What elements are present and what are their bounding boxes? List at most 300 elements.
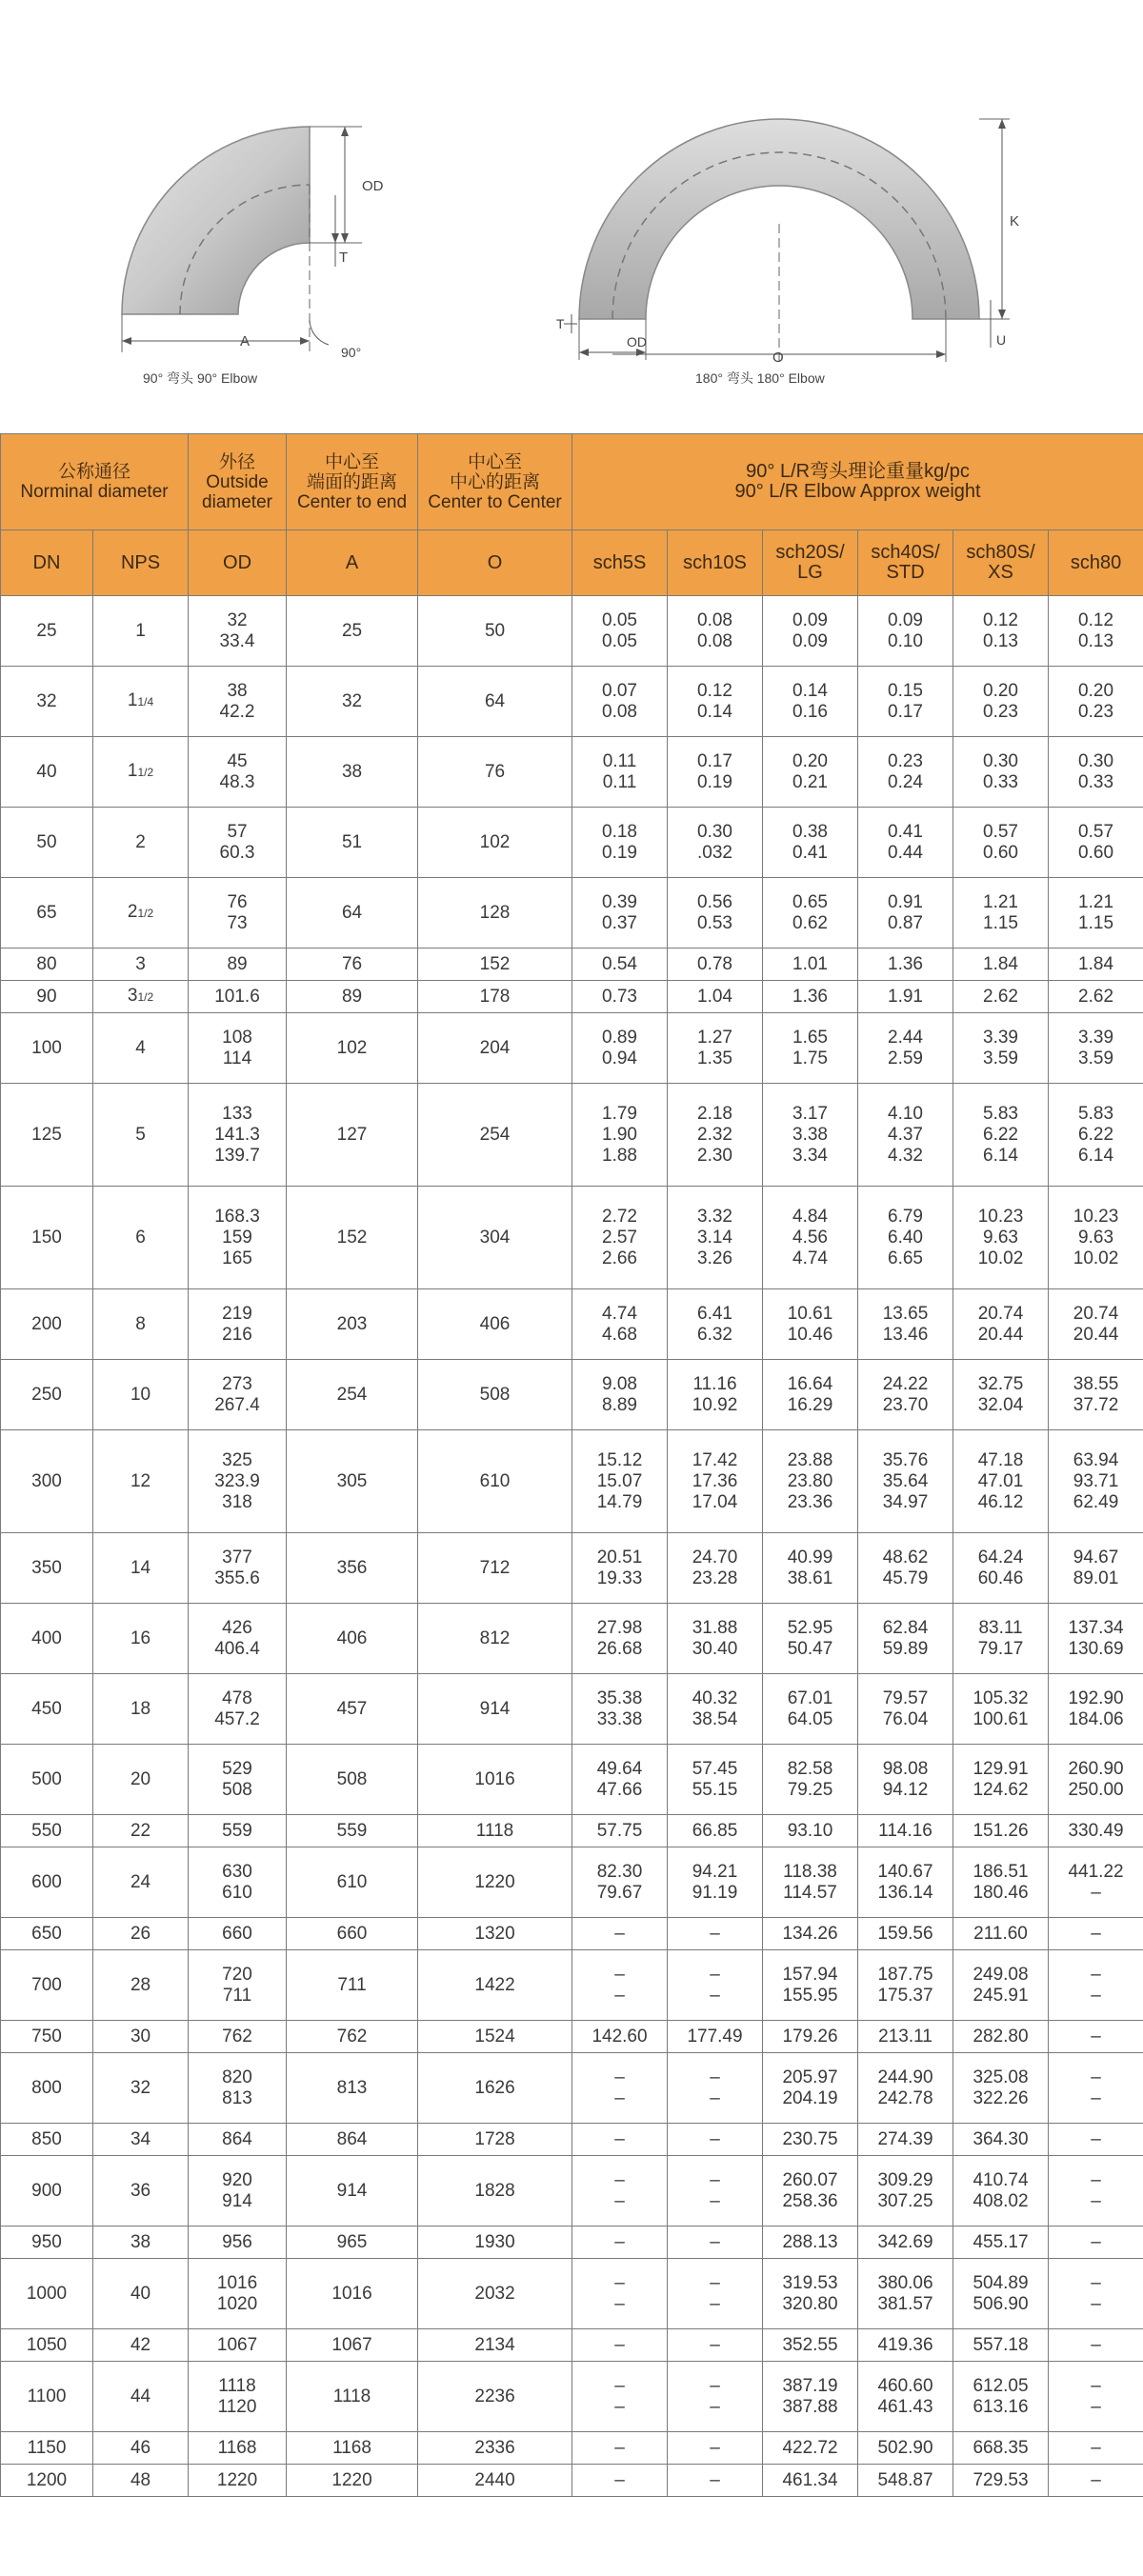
table-row [1,1950,1143,2021]
cell-od: 920 914 [189,2156,287,2227]
cell-s40: 159.56 [858,1918,953,1950]
cell-s10: – [668,2124,763,2156]
column-header-4: O [418,530,572,596]
column-header-8: sch40S/ STD [858,530,953,596]
cell-s5: – [572,1918,668,1950]
label-t: T [339,250,349,266]
nps-whole: 3 [127,986,138,1006]
cell-s40: 274.39 [858,2124,953,2156]
cell-s5: – [572,2432,668,2465]
cell-dn: 1000 [1,2259,93,2329]
cell-s80s: 364.30 [953,2124,1049,2156]
table-row [1,1604,1143,1674]
cell-s5: 0.54 [572,949,668,981]
nps-fraction: 1/2 [137,766,154,779]
cell-s40: 0.09 0.10 [858,596,953,667]
cell-s80s: 557.18 [953,2329,1049,2362]
cell-s10: 31.88 30.40 [668,1604,763,1674]
cell-od: 133 141.3 139.7 [189,1084,287,1187]
table-row [1,878,1143,949]
cell-s20: 260.07 258.36 [763,2156,858,2227]
label-angle: 90° [341,345,362,360]
cell-s40: 98.08 94.12 [858,1745,953,1815]
cell-od: 38 42.2 [189,667,287,737]
cell-nps: 18 [93,1674,189,1745]
cell-s5: 35.38 33.38 [572,1674,668,1745]
cell-dn: 350 [1,1533,93,1604]
cell-s5: 142.60 [572,2021,668,2053]
cell-s80: – [1049,1918,1143,1950]
cell-od: 325 323.9 318 [189,1430,287,1533]
cell-dn: 1100 [1,2362,93,2432]
cell-od: 820 813 [189,2053,287,2124]
header-o [418,434,572,530]
cell-s20: 1.65 1.75 [763,1013,858,1084]
cell-od: 101.6 [189,981,287,1013]
cell-nps: 16 [93,1604,189,1674]
cell-s10: 0.12 0.14 [668,667,763,737]
label-od: OD [362,178,384,194]
cell-s80: 441.22 – [1049,1847,1143,1918]
cell-s40: 79.57 76.04 [858,1674,953,1745]
cell-dn: 900 [1,2156,93,2227]
table-row [1,949,1143,981]
cell-o: 712 [418,1533,572,1604]
table-row [1,2329,1143,2362]
table-row [1,2259,1143,2329]
cell-s80s: 2.62 [953,981,1049,1013]
cell-a: 864 [287,2124,418,2156]
cell-nps: 1 [93,596,189,667]
table-row [1,596,1143,667]
cell-dn: 65 [1,878,93,949]
cell-a: 660 [287,1918,418,1950]
cell-dn: 80 [1,949,93,981]
cell-s20: 134.26 [763,1918,858,1950]
cell-o: 2440 [418,2465,572,2497]
cell-s40: 48.62 45.79 [858,1533,953,1604]
cell-s5: 4.74 4.68 [572,1289,668,1360]
cell-s40: 24.22 23.70 [858,1360,953,1430]
cell-s10: – [668,2465,763,2497]
cell-od: 720 711 [189,1950,287,2021]
cell-nps: 28 [93,1950,189,2021]
column-header-0: DN [1,530,93,596]
cell-o: 610 [418,1430,572,1533]
cell-o: 2032 [418,2259,572,2329]
header-a [287,434,418,530]
cell-s40: 6.79 6.40 6.65 [858,1187,953,1289]
cell-s20: 205.97 204.19 [763,2053,858,2124]
cell-s5: – [572,2465,668,2497]
label-k: K [1010,213,1020,230]
cell-od: 57 60.3 [189,808,287,878]
cell-dn: 125 [1,1084,93,1187]
cell-s80s: 186.51 180.46 [953,1847,1049,1918]
cell-a: 711 [287,1950,418,2021]
cell-od: 559 [189,1815,287,1847]
cell-s10: 1.27 1.35 [668,1013,763,1084]
cell-s5: – – [572,2053,668,2124]
cell-s40: 114.16 [858,1815,953,1847]
header-nominal [1,434,189,530]
cell-s10: 6.41 6.32 [668,1289,763,1360]
cell-s40: 0.91 0.87 [858,878,953,949]
cell-s80: – – [1049,2053,1143,2124]
table-row [1,2465,1143,2497]
cell-nps: 36 [93,2156,189,2227]
cell-s80: – [1049,2432,1143,2465]
cell-s80s: 20.74 20.44 [953,1289,1049,1360]
cell-s80s: 0.20 0.23 [953,667,1049,737]
cell-o: 204 [418,1013,572,1084]
cell-s5: – – [572,2259,668,2329]
elbow-diagrams [0,0,1143,419]
cell-s40: 2.44 2.59 [858,1013,953,1084]
header-od-en2: diameter [202,491,272,512]
label-u: U [996,332,1007,348]
label-t-180: T [556,316,565,331]
cell-s20: 288.13 [763,2227,858,2259]
cell-a: 203 [287,1289,418,1360]
cell-od: 1118 1120 [189,2362,287,2432]
cell-o: 64 [418,667,572,737]
column-header-5: sch5S [572,530,668,596]
cell-s5: 1.79 1.90 1.88 [572,1084,668,1187]
header-weight [572,434,1143,530]
cell-s40: 548.87 [858,2465,953,2497]
cell-s80s: 0.57 0.60 [953,808,1049,878]
cell-s80: 1.21 1.15 [1049,878,1143,949]
table-row [1,2156,1143,2227]
cell-s10: – – [668,2156,763,2227]
cell-dn: 950 [1,2227,93,2259]
cell-o: 508 [418,1360,572,1430]
elbow-90-drawing [122,127,362,352]
cell-a: 25 [287,596,418,667]
cell-s5: 0.39 0.37 [572,878,668,949]
cell-dn: 500 [1,1745,93,1815]
column-header-3: A [287,530,418,596]
cell-dn: 450 [1,1674,93,1745]
cell-a: 1220 [287,2465,418,2497]
cell-nps: 14 [93,1533,189,1604]
cell-a: 102 [287,1013,418,1084]
cell-s80s: 249.08 245.91 [953,1950,1049,2021]
cell-dn: 300 [1,1430,93,1533]
cell-nps: 42 [93,2329,189,2362]
cell-s40: 1.36 [858,949,953,981]
cell-s80: 2.62 [1049,981,1143,1013]
cell-dn: 700 [1,1950,93,2021]
cell-s80s: 1.84 [953,949,1049,981]
cell-s40: 35.76 35.64 34.97 [858,1430,953,1533]
cell-o: 1220 [418,1847,572,1918]
nps-fraction: 1/2 [137,907,154,920]
cell-s80s: 1.21 1.15 [953,878,1049,949]
cell-s80: – – [1049,2259,1143,2329]
cell-a: 51 [287,808,418,878]
column-header-row [1,530,1143,596]
cell-s20: 82.58 79.25 [763,1745,858,1815]
table-row [1,981,1143,1013]
cell-od: 32 33.4 [189,596,287,667]
cell-s80: 20.74 20.44 [1049,1289,1143,1360]
elbow-spec-table [0,433,1143,2497]
cell-s20: 10.61 10.46 [763,1289,858,1360]
cell-s80: 1.84 [1049,949,1143,981]
cell-s80: 0.57 0.60 [1049,808,1143,878]
cell-s20: 0.20 0.21 [763,737,858,808]
cell-s10: 11.16 10.92 [668,1360,763,1430]
cell-s5: – [572,2227,668,2259]
cell-nps: 10 [93,1360,189,1430]
nps-fraction: 1/4 [137,695,154,709]
cell-dn: 400 [1,1604,93,1674]
cell-s20: 319.53 320.80 [763,2259,858,2329]
cell-nps: 3 [93,949,189,981]
cell-nps: 24 [93,1847,189,1918]
cell-s40: 309.29 307.25 [858,2156,953,2227]
cell-s80s: 64.24 60.46 [953,1533,1049,1604]
cell-a: 813 [287,2053,418,2124]
cell-nps: 32 [93,2053,189,2124]
cell-s80: 94.67 89.01 [1049,1533,1143,1604]
elbow-180-drawing [564,119,1010,367]
cell-s80: 10.23 9.63 10.02 [1049,1187,1143,1289]
cell-o: 102 [418,808,572,878]
cell-o: 1626 [418,2053,572,2124]
cell-s80s: 455.17 [953,2227,1049,2259]
cell-nps [93,737,189,808]
cell-o: 254 [418,1084,572,1187]
header-nominal-en: Norminal diameter [20,482,169,502]
cell-o: 178 [418,981,572,1013]
cell-od: 76 73 [189,878,287,949]
cell-dn: 250 [1,1360,93,1430]
cell-s5: 20.51 19.33 [572,1533,668,1604]
cell-nps: 2 [93,808,189,878]
cell-s80s: 3.39 3.59 [953,1013,1049,1084]
table-row [1,1360,1143,1430]
cell-s5: 9.08 8.89 [572,1360,668,1430]
cell-od: 864 [189,2124,287,2156]
cell-nps: 26 [93,1918,189,1950]
cell-o: 76 [418,737,572,808]
cell-nps: 44 [93,2362,189,2432]
table-row [1,1533,1143,1604]
header-a-cn: 中心至 端面的距离 [307,451,398,492]
cell-s80: 0.12 0.13 [1049,596,1143,667]
cell-s5: 27.98 26.68 [572,1604,668,1674]
cell-o: 1320 [418,1918,572,1950]
cell-s80s: 325.08 322.26 [953,2053,1049,2124]
cell-s80: 0.20 0.23 [1049,667,1143,737]
cell-nps: 4 [93,1013,189,1084]
cell-o: 1524 [418,2021,572,2053]
cell-s10: 0.78 [668,949,763,981]
table-row [1,1674,1143,1745]
cell-a: 89 [287,981,418,1013]
table-row [1,1289,1143,1360]
cell-s80: – – [1049,1950,1143,2021]
cell-s80s: 211.60 [953,1918,1049,1950]
cell-s20: 1.01 [763,949,858,981]
cell-nps: 38 [93,2227,189,2259]
cell-s10: 0.08 0.08 [668,596,763,667]
cell-s80s: 32.75 32.04 [953,1360,1049,1430]
cell-s40: 213.11 [858,2021,953,2053]
cell-a: 1118 [287,2362,418,2432]
cell-a: 610 [287,1847,418,1918]
cell-a: 508 [287,1745,418,1815]
cell-s5: 0.89 0.94 [572,1013,668,1084]
cell-o: 1016 [418,1745,572,1815]
cell-dn: 90 [1,981,93,1013]
cell-s5: 57.75 [572,1815,668,1847]
cell-o: 1422 [418,1950,572,2021]
header-o-cn: 中心至 中心的距离 [450,451,541,492]
table-row [1,1084,1143,1187]
cell-s20: 0.38 0.41 [763,808,858,878]
cell-s80: – – [1049,2156,1143,2227]
cell-s80s: 151.26 [953,1815,1049,1847]
cell-od: 1220 [189,2465,287,2497]
cell-s20: 16.64 16.29 [763,1360,858,1430]
cell-o: 50 [418,596,572,667]
caption-180: 180° 弯头 180° Elbow [695,370,825,386]
cell-a: 38 [287,737,418,808]
cell-s20: 179.26 [763,2021,858,2053]
cell-a: 457 [287,1674,418,1745]
cell-nps: 5 [93,1084,189,1187]
cell-s40: 244.90 242.78 [858,2053,953,2124]
cell-s20: 93.10 [763,1815,858,1847]
cell-s80: – [1049,2329,1143,2362]
table-row [1,2124,1143,2156]
cell-s80: – [1049,2465,1143,2497]
cell-o: 1118 [418,1815,572,1847]
cell-s80: 5.83 6.22 6.14 [1049,1084,1143,1187]
cell-s80: – [1049,2124,1143,2156]
cell-od: 956 [189,2227,287,2259]
cell-nps [93,981,189,1013]
cell-a: 254 [287,1360,418,1430]
header-nominal-cn: 公称通径 [58,462,131,482]
cell-s20: 118.38 114.57 [763,1847,858,1918]
table-row [1,2053,1143,2124]
cell-s80s: 5.83 6.22 6.14 [953,1084,1049,1187]
cell-nps [93,878,189,949]
cell-nps: 46 [93,2432,189,2465]
cell-s40: 0.15 0.17 [858,667,953,737]
cell-o: 128 [418,878,572,949]
column-header-9: sch80S/ XS [953,530,1049,596]
cell-s40: 140.67 136.14 [858,1847,953,1918]
cell-s80: 192.90 184.06 [1049,1674,1143,1745]
cell-s20: 1.36 [763,981,858,1013]
cell-od: 1067 [189,2329,287,2362]
table-row [1,2021,1143,2053]
cell-s5: 82.30 79.67 [572,1847,668,1918]
cell-dn: 750 [1,2021,93,2053]
cell-s80s: 105.32 100.61 [953,1674,1049,1745]
cell-a: 76 [287,949,418,981]
cell-s80: 260.90 250.00 [1049,1745,1143,1815]
cell-s20: 422.72 [763,2432,858,2465]
cell-s20: 0.09 0.09 [763,596,858,667]
cell-a: 406 [287,1604,418,1674]
cell-s80: 3.39 3.59 [1049,1013,1143,1084]
cell-od: 377 355.6 [189,1533,287,1604]
cell-nps: 12 [93,1430,189,1533]
cell-s40: 502.90 [858,2432,953,2465]
cell-dn: 850 [1,2124,93,2156]
cell-s10: 94.21 91.19 [668,1847,763,1918]
cell-s20: 461.34 [763,2465,858,2497]
cell-s20: 230.75 [763,2124,858,2156]
cell-od: 273 267.4 [189,1360,287,1430]
cell-o: 1828 [418,2156,572,2227]
cell-s20: 4.84 4.56 4.74 [763,1187,858,1289]
table-row [1,1815,1143,1847]
cell-od: 478 457.2 [189,1674,287,1745]
cell-a: 32 [287,667,418,737]
cell-od: 168.3 159 165 [189,1187,287,1289]
cell-a: 762 [287,2021,418,2053]
cell-o: 304 [418,1187,572,1289]
cell-dn: 1050 [1,2329,93,2362]
cell-o: 1728 [418,2124,572,2156]
cell-dn: 50 [1,808,93,878]
cell-a: 559 [287,1815,418,1847]
cell-s10: – – [668,2362,763,2432]
cell-dn: 40 [1,737,93,808]
cell-od: 660 [189,1918,287,1950]
cell-o: 1930 [418,2227,572,2259]
cell-a: 305 [287,1430,418,1533]
table-row [1,808,1143,878]
cell-od: 630 610 [189,1847,287,1918]
cell-s20: 67.01 64.05 [763,1674,858,1745]
cell-s40: 342.69 [858,2227,953,2259]
cell-s5: 49.64 47.66 [572,1745,668,1815]
header-od [189,434,287,530]
header-weight-en: 90° L/R Elbow Approx weight [734,481,981,502]
nps-fraction: 1/2 [137,990,154,1004]
cell-s20: 157.94 155.95 [763,1950,858,2021]
cell-s20: 3.17 3.38 3.34 [763,1084,858,1187]
cell-s10: 3.32 3.14 3.26 [668,1187,763,1289]
column-header-7: sch20S/ LG [763,530,858,596]
cell-a: 152 [287,1187,418,1289]
cell-s10: – [668,1918,763,1950]
cell-dn: 800 [1,2053,93,2124]
cell-s10: 0.56 0.53 [668,878,763,949]
header-od-en1: Outside [206,471,269,492]
cell-dn: 1200 [1,2465,93,2497]
cell-o: 152 [418,949,572,981]
cell-od: 426 406.4 [189,1604,287,1674]
elbow-drawings [0,0,1143,419]
table-body [1,596,1143,2497]
cell-s40: 460.60 461.43 [858,2362,953,2432]
cell-s20: 23.88 23.80 23.36 [763,1430,858,1533]
table-row [1,1745,1143,1815]
cell-s80: 63.94 93.71 62.49 [1049,1430,1143,1533]
cell-s10: – [668,2329,763,2362]
table-row [1,667,1143,737]
